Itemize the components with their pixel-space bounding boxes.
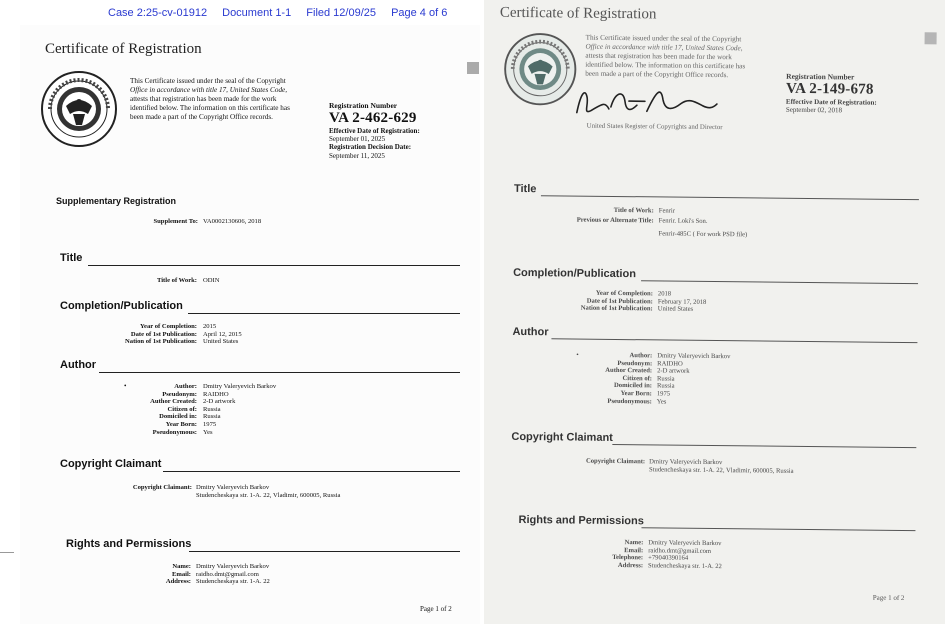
field-label: Nation of 1st Publication:	[125, 338, 197, 346]
field-value: Dmitry Valeryevich Barkov	[649, 458, 723, 467]
field-row	[20, 484, 460, 492]
field-label: Pseudonymous:	[152, 428, 197, 436]
decision-date: September 11, 2025	[329, 151, 385, 160]
title-rows	[484, 206, 882, 242]
field-value: Russia	[656, 375, 675, 383]
copyright-office-seal-icon	[503, 32, 578, 107]
field-label: Title of Work:	[613, 206, 654, 215]
document-number: Document 1-1	[222, 7, 292, 19]
intro-line: Office in accordance with title 17, United States Code,	[585, 42, 743, 53]
field-row	[20, 391, 420, 399]
field-row	[20, 578, 420, 586]
field-value: RAIDHO	[203, 390, 229, 398]
field-label: Author:	[174, 383, 197, 390]
completion-heading: Completion/Publication	[513, 266, 637, 281]
registration-number-label: Registration Number	[329, 101, 398, 110]
section-rule	[99, 372, 460, 373]
field-value: Fenrir-485C ( For work PSD file)	[658, 229, 748, 238]
field-value: Yes	[203, 428, 213, 436]
intro-line: been made a part of the Copyright Office records.	[130, 113, 273, 121]
author-heading: Author	[60, 359, 97, 371]
field-value: February 17, 2018	[657, 298, 707, 306]
page-footer: Page 1 of 2	[872, 593, 905, 603]
intro-line: attests that registration has been made for the work	[130, 95, 277, 103]
field-label: Pseudonym:	[162, 390, 197, 398]
field-value: 2-D artwork	[657, 367, 690, 375]
field-label: Author Created:	[605, 367, 653, 375]
title-heading: Title	[60, 252, 83, 264]
intro-line: been made a part of the Copyright Office records.	[585, 69, 729, 80]
field-label: Year Born:	[165, 420, 197, 428]
field-label: Address:	[617, 561, 644, 570]
field-value: Studencheskaya str. 1-A. 22, Vladimir, 600005, Russia	[649, 465, 794, 475]
register-title: United States Register of Copyrights and Director	[586, 122, 723, 132]
section-rule	[541, 195, 919, 200]
field-label: Domiciled in:	[159, 413, 197, 421]
supplement-row	[20, 218, 420, 226]
field-value: Russia	[203, 405, 221, 413]
section-rule	[641, 527, 915, 531]
claimant-heading: Copyright Claimant	[60, 458, 162, 470]
field-row	[20, 323, 420, 331]
field-label: Copyright Claimant:	[132, 484, 192, 491]
registration-number: VA 2-149-678	[785, 80, 874, 98]
page-footer: Page 1 of 2	[420, 605, 452, 613]
claimant-rows	[20, 484, 460, 499]
field-label: Name:	[624, 539, 644, 547]
section-rule	[641, 280, 918, 284]
field-label: Domiciled in:	[613, 382, 652, 390]
field-value: Studencheskaya str. 1-A. 22, Vladimir, 600005, Russia	[196, 491, 341, 499]
field-label: Pseudonymous:	[607, 397, 652, 405]
field-row	[20, 406, 420, 414]
section-rule	[88, 265, 460, 266]
author-bullet: •	[576, 350, 579, 359]
effective-date-label: Effective Date of Registration:	[785, 97, 877, 107]
case-number: Case 2:25-cv-01912	[108, 7, 208, 19]
certificate-page-left	[20, 25, 480, 624]
field-label: Previous or Alternate Title:	[576, 216, 654, 224]
field-value: raidho.dmt@gmail.com	[648, 546, 712, 555]
field-label: Email:	[624, 546, 644, 554]
field-label: Address:	[165, 578, 191, 586]
margin-mark	[0, 552, 14, 553]
certificate-page-right	[484, 0, 945, 624]
field-label: Citizen of:	[167, 405, 197, 413]
certificate-intro	[130, 77, 320, 122]
field-value: United States	[657, 305, 694, 313]
field-label: Date of 1st Publication:	[586, 297, 653, 305]
author-rows	[484, 351, 880, 408]
registration-dates	[329, 127, 420, 160]
rights-heading: Rights and Permissions	[66, 538, 192, 550]
field-label: Year Born:	[620, 390, 652, 398]
field-label: Citizen of:	[622, 374, 653, 383]
claimant-rows	[484, 457, 919, 477]
field-value: 2015	[203, 323, 217, 330]
field-value: 1975	[656, 390, 671, 398]
field-value: Russia	[203, 413, 221, 421]
supplementary-heading: Supplementary Registration	[56, 196, 177, 206]
rights-rows	[20, 563, 420, 586]
copyright-office-seal-icon	[40, 70, 118, 148]
field-label: Copyright Claimant:	[585, 457, 646, 466]
field-label: Email:	[171, 570, 191, 578]
field-value: Dmitry Valeryevich Barkov	[196, 563, 270, 570]
intro-line: Office in accordance with title 17, United States Code,	[130, 86, 288, 94]
field-value: Studencheskaya str. 1-A. 22	[196, 578, 270, 586]
field-label: Pseudonym:	[617, 359, 653, 367]
author-heading: Author	[512, 325, 549, 339]
field-row	[20, 398, 420, 406]
page-indicator: Page 4 of 6	[391, 7, 448, 19]
field-value: April 12, 2015	[203, 330, 242, 338]
certificate-title: Certificate of Registration	[45, 41, 202, 57]
section-rule	[612, 444, 916, 448]
barcode-icon	[925, 32, 937, 44]
field-value: ODIN	[203, 277, 220, 284]
section-rule	[163, 471, 460, 472]
registration-dates	[786, 98, 877, 115]
effective-date-label: Effective Date of Registration:	[329, 127, 420, 135]
completion-heading: Completion/Publication	[60, 300, 183, 312]
field-label: Title of Work:	[156, 277, 197, 284]
effective-date: September 01, 2025	[329, 135, 386, 144]
filed-date: Filed 12/09/25	[306, 7, 376, 19]
filing-header	[108, 7, 459, 19]
section-rule	[189, 551, 460, 552]
field-value: Dmitry Valeryevich Barkov	[203, 383, 277, 390]
field-row	[20, 331, 420, 339]
field-value: +79040390164	[648, 554, 689, 562]
section-rule	[551, 338, 917, 343]
field-value: Dmitry Valeryevich Barkov	[648, 539, 722, 548]
supplement-label: Supplement To:	[153, 218, 198, 225]
field-label: Telephone:	[612, 554, 644, 562]
effective-date: September 02, 2018	[785, 105, 843, 115]
field-row	[20, 421, 420, 429]
decision-date-label: Registration Decision Date:	[329, 143, 412, 152]
field-value: Yes	[656, 397, 667, 406]
intro-line: attests that registration has been made for the work	[585, 51, 732, 62]
field-label: Author Created:	[150, 398, 197, 406]
field-value: Studencheskaya str. 1-A. 22	[648, 562, 722, 570]
certificate-title: Certificate of Registration	[499, 4, 657, 23]
supplement-value: VA0002130606, 2018	[203, 218, 262, 225]
field-value: United States	[203, 338, 239, 346]
completion-rows	[20, 323, 420, 346]
field-value: Fenrir	[658, 207, 675, 215]
field-label: Date of 1st Publication:	[130, 330, 197, 338]
certificate-intro	[585, 34, 775, 81]
intro-line: identified below. The information on this certificate has	[585, 60, 746, 71]
claimant-heading: Copyright Claimant	[511, 430, 613, 444]
completion-rows	[484, 289, 881, 316]
field-label: Author:	[629, 352, 653, 360]
intro-line: This Certificate issued under the seal of the Copyright	[130, 77, 286, 85]
field-value: 2018	[657, 290, 672, 298]
field-row	[20, 563, 420, 571]
author-rows	[20, 383, 420, 436]
field-value: Russia	[656, 382, 675, 390]
field-value: raidho.dmt@gmail.com	[196, 570, 259, 578]
title-heading: Title	[513, 182, 537, 196]
field-value: 1975	[203, 420, 217, 428]
intro-line: This Certificate issued under the seal of the Copyright	[585, 33, 742, 44]
rights-rows	[484, 538, 878, 573]
field-row	[20, 429, 420, 437]
registration-number: VA 2-462-629	[329, 110, 417, 126]
field-row	[484, 228, 882, 241]
field-row	[20, 383, 420, 391]
field-label: Name:	[172, 563, 191, 570]
field-label: Nation of 1st Publication:	[580, 304, 653, 313]
field-row	[20, 413, 420, 421]
field-value: Dmitry Valeryevich Barkov	[196, 484, 270, 491]
field-row	[20, 492, 460, 500]
section-rule	[188, 313, 460, 314]
author-bullet: •	[124, 382, 127, 390]
field-value: 2-D artwork	[203, 398, 236, 406]
certificate-scan	[484, 0, 945, 624]
field-row	[20, 277, 420, 285]
title-rows	[20, 277, 420, 285]
field-value: Fenrir. Loki's Son.	[658, 216, 708, 225]
register-signature	[571, 83, 721, 123]
field-value: RAIDHO	[657, 360, 683, 368]
registration-number-label: Registration Number	[786, 71, 855, 82]
field-label: Year of Completion:	[595, 289, 653, 298]
barcode-icon	[467, 62, 479, 74]
field-row	[20, 571, 420, 579]
field-label: Year of Completion:	[139, 323, 197, 330]
field-row	[20, 338, 420, 346]
field-value: Dmitry Valeryevich Barkov	[657, 352, 731, 361]
rights-heading: Rights and Permissions	[518, 513, 644, 528]
intro-line: identified below. The information on this certificate has	[130, 104, 290, 112]
